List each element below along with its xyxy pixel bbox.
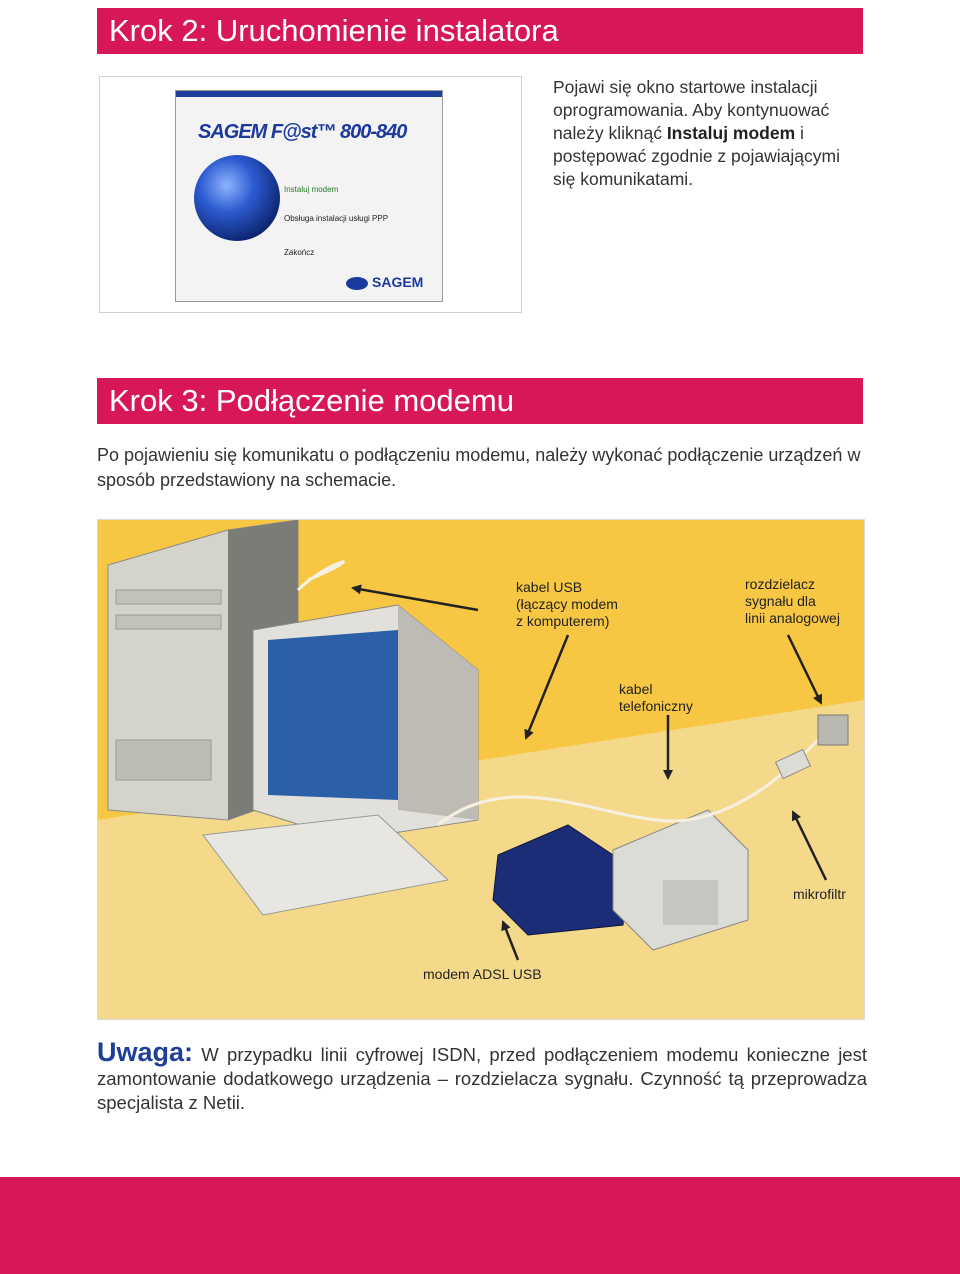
step3-title: Krok 3: Podłączenie modemu xyxy=(109,383,514,418)
connection-paragraph: Po pojawieniu się komunikatu o podłączeniu modemu, należy wykonać podłączenie urządzeń w sposób przedstawiony na schemacie. xyxy=(97,445,861,490)
installer-titlebar xyxy=(176,91,442,97)
globe-icon xyxy=(194,155,280,241)
step2-header xyxy=(97,8,863,54)
intro-before: Pojawi się okno startowe instalacji oprogramowania. Aby kontynuować należy kliknąć xyxy=(553,77,830,143)
exit-option[interactable]: Zakończ xyxy=(284,248,315,257)
sagem-logo xyxy=(346,274,423,290)
step2-title: Krok 2: Uruchomienie instalatora xyxy=(109,13,559,48)
intro-bold: Instaluj modem xyxy=(666,123,796,143)
drive-bay xyxy=(116,615,221,629)
install-modem-option[interactable]: Instaluj modem xyxy=(284,185,339,194)
installer-brand: SAGEM F@st™ 800-840 xyxy=(198,121,407,143)
step3-header xyxy=(97,378,863,424)
intro-text xyxy=(553,76,865,191)
sagem-logo-text: SAGEM xyxy=(372,274,424,290)
phone-keypad xyxy=(663,880,718,925)
footer-band xyxy=(0,1177,960,1274)
note-text: W przypadku linii cyfrowej ISDN, przed podłączeniem modemu konieczne jest zamontowanie dodatkowego urządzenia – rozdzielacza sygnału. Czynność tą przeprowadza specjalista z Netii. xyxy=(97,1044,867,1113)
modem-label: modem ADSL USB xyxy=(423,966,542,982)
pc-grille xyxy=(116,740,211,780)
monitor-screen xyxy=(268,630,398,800)
splitter-device xyxy=(818,715,848,745)
splitter-label: rozdzielacz sygnału dla linii analogowej xyxy=(745,576,840,626)
ppp-service-option[interactable]: Obsługa instalacji usługi PPP xyxy=(284,214,389,223)
microfilter-label: mikrofiltr xyxy=(793,886,846,902)
installer-screenshot xyxy=(99,76,522,313)
intro-after: i postępować zgodnie z pojawiającymi się komunikatami. xyxy=(553,123,840,189)
note-heading: Uwaga: xyxy=(97,1037,194,1067)
isdn-note xyxy=(97,1037,867,1115)
installer-window xyxy=(175,90,443,302)
phone-cable-label: kabel telefoniczny xyxy=(619,681,693,714)
drive-bay xyxy=(116,590,221,604)
connection-diagram xyxy=(97,519,865,1020)
sagem-logo-icon xyxy=(346,277,368,290)
usb-cable-label: kabel USB (łączący modem z komputerem) xyxy=(516,579,618,629)
